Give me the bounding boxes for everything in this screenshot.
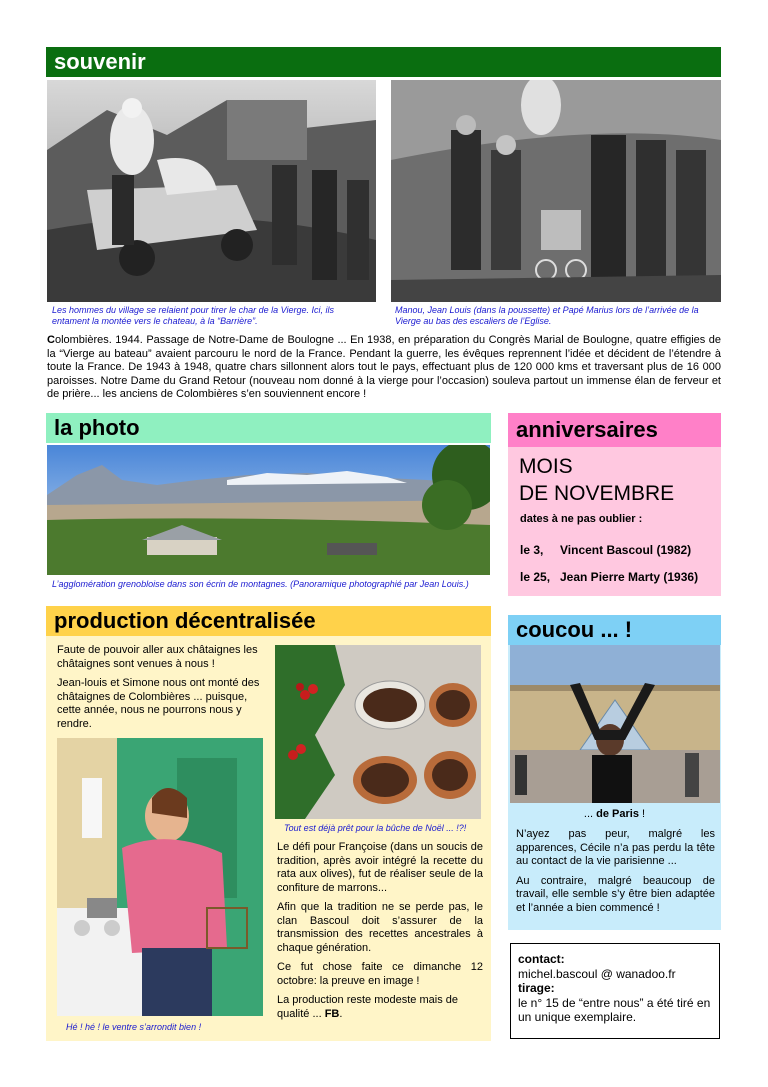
jars-photo <box>275 645 481 819</box>
souvenir-banner <box>46 47 721 77</box>
kitchen-caption: Hé ! hé ! le ventre s’arrondit bien ! <box>66 1022 202 1032</box>
production-intro-p1: Faute de pouvoir aller aux châtaignes les châtaignes sont venues à nous ! <box>57 644 258 670</box>
month-line1: MOIS <box>519 455 573 478</box>
anniversaires-banner <box>508 413 721 447</box>
paris-caption <box>508 808 721 820</box>
production-p4: Afin que la tradition ne se perde pas, le clan Bascoul doit s’assurer de la transmission des recettes ancestrales à chaque génération. <box>277 901 483 954</box>
souvenir-caption-right: Manou, Jean Louis (dans la poussette) et Papé Marius lors de l’arrivée de la Vierge au bas des escaliers de l’Eglise. <box>395 305 699 326</box>
la-photo-banner <box>46 413 491 443</box>
production-text <box>277 841 483 1027</box>
anniversary-day: le 25, <box>520 570 551 584</box>
production-p6-wrap: La production reste modeste mais de qualité ... FB. <box>277 994 458 1020</box>
contact-label: contact: <box>518 952 565 966</box>
paris-caption-bold: de Paris <box>596 808 639 820</box>
anniversaires-subtitle: dates à ne pas oublier : <box>520 513 643 525</box>
production-banner <box>46 606 491 636</box>
la-photo-title: la photo <box>54 415 140 440</box>
contact-box <box>510 943 720 1039</box>
coucou-p2: Au contraire, malgré beaucoup de travail, elle semble s’y être bien adaptée et l’année a bien commencé ! <box>516 874 715 914</box>
coucou-banner <box>508 615 721 645</box>
souvenir-initial: C <box>47 334 55 346</box>
production-p3: Le défi pour Françoise (dans un soucis de tradition, après avoir intégré la recette du rata aux olives), fut de réaliser seule de la confiture de marrons... <box>277 841 483 894</box>
production-title: production décentralisée <box>54 608 316 633</box>
anniversary-entry <box>520 570 698 584</box>
paris-photo <box>510 645 720 803</box>
tirage-text: le n° 15 de “entre nous” a été tiré en un unique exemplaire. <box>518 995 711 1024</box>
paris-caption-prefix: ... <box>583 808 597 820</box>
panorama-photo <box>47 445 490 575</box>
souvenir-title: souvenir <box>54 49 146 74</box>
production-p6: La production reste modeste mais de qualité ... <box>277 994 458 1020</box>
contact-email: michel.bascoul @ wanadoo.fr <box>518 966 676 981</box>
coucou-title: coucou ... ! <box>516 617 633 642</box>
production-intro <box>57 644 267 737</box>
souvenir-text <box>47 334 721 402</box>
souvenir-paragraph: olombières. 1944. Passage de Notre-Dame de Boulogne ... En 1938, en préparation du Congrès Marial de Boulogne, quatre effigies de la “Vierge au bateau” avaient parcouru le nord de la France. Pendant la guerre, les évêques reprennent l’idée et décident de l’étendre à toute la France. De 1943 à 1948, quatre chars sillonnent alors tout le pays, effectuant plus de 120 000 kms et traversant plus de 16 000 paroisses. Notre Dame du Grand Retour (nouveau nom donné à la vierge pour l’occasion) souleva partout un immense élan de ferveur et de prière... les anciens de Colombières s’en souviennent encore ! <box>47 334 721 401</box>
anniversaires-title: anniversaires <box>516 417 658 442</box>
souvenir-photo-right <box>391 80 721 302</box>
panorama-caption: L’agglomération grenobloise dans son écrin de montagnes. (Panoramique photographié par Jean Louis.) <box>52 579 469 589</box>
anniversary-name: Jean Pierre Marty (1936) <box>560 570 699 584</box>
anniversary-entry <box>520 543 691 557</box>
kitchen-photo <box>57 738 263 1016</box>
souvenir-caption-left: Les hommes du village se relaient pour tirer le char de la Vierge. Ici, ils entament la montée vers le chateau, à la “Barrière”. <box>52 305 334 326</box>
souvenir-photo-left <box>47 80 376 302</box>
tirage-label: tirage: <box>518 981 555 995</box>
production-intro-p2: Jean-louis et Simone nous ont monté des châtaignes de Colombières ... puisque, cette année, nous ne pourrons nous y rendre. <box>57 677 260 730</box>
jars-caption: Tout est déjà prêt pour la bûche de Noël ... !?! <box>284 823 467 833</box>
anniversary-day: le 3, <box>520 543 544 557</box>
coucou-text <box>516 828 715 921</box>
month-line2: DE NOVEMBRE <box>519 482 675 505</box>
anniversaires-box <box>508 447 721 596</box>
production-p5: Ce fut chose faite ce dimanche 12 octobre: la preuve en image ! <box>277 961 483 987</box>
anniversary-name: Vincent Bascoul (1982) <box>560 543 692 557</box>
paris-caption-suffix: ! <box>638 808 646 820</box>
coucou-p1: N’ayez pas peur, malgré les apparences, Cécile n’a pas perdu la tête au contact de la vie parisienne ... <box>516 828 715 867</box>
production-signature: FB <box>324 1007 340 1020</box>
